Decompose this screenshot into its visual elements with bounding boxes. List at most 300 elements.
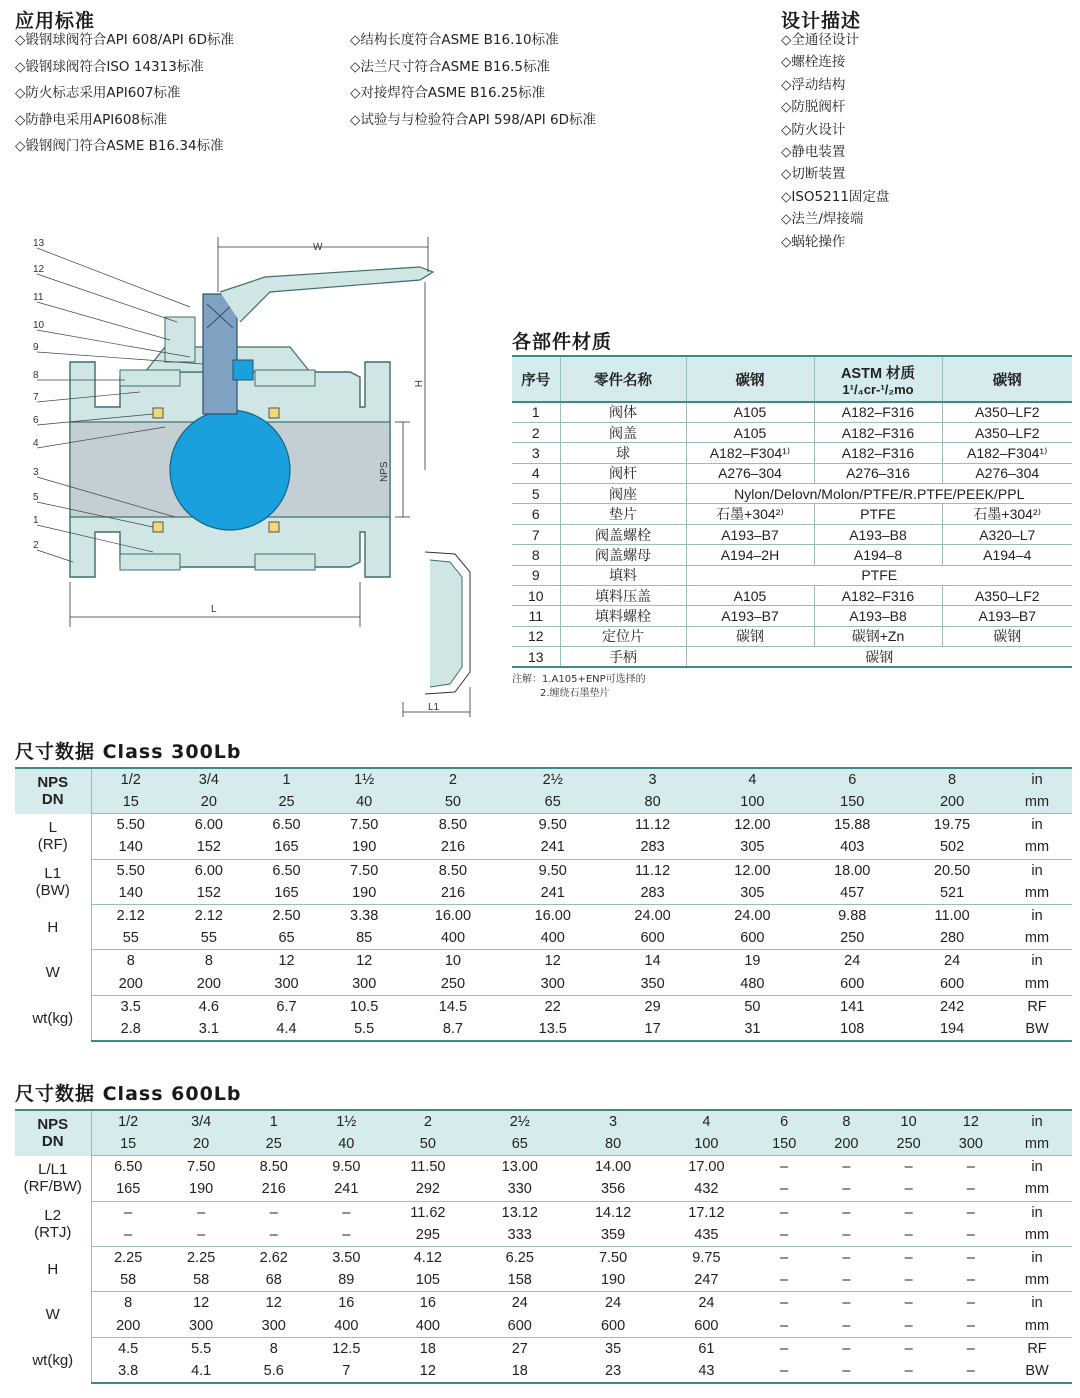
dim-row-label [15,814,91,859]
dim-unit: RF [1027,998,1047,1015]
dim-cell: 300 [237,1315,310,1338]
material-cell-name: 填料螺栓 [560,606,686,626]
dim-cell: 280 [902,927,1002,950]
dim-cell: 14.00 [594,1159,632,1176]
dim-row-label [15,1292,91,1337]
dim-cell: 216 [403,836,503,859]
dim-cell: 292 [383,1178,474,1201]
dim-row [15,836,1072,859]
dim-cell: 5.6 [237,1360,310,1383]
dim-cell: 216 [403,882,503,905]
dim-cell: 200 [902,791,1002,814]
dim-cell: 241 [503,882,603,905]
dim-cell: – [780,1204,789,1221]
dim-cell: 600 [473,1315,566,1338]
dim-cell: 190 [165,1178,238,1201]
dim-label-nps: NPS [379,461,390,482]
dim-row-label-line: wt(kg) [32,1009,74,1027]
dim-cell: – [966,1250,975,1267]
dim-unit: in [1031,817,1043,834]
dim-row-label-line: (BW) [35,881,70,899]
dim-cell: 141 [840,998,865,1015]
material-row [512,443,1072,463]
dim-cell: 2.12 [116,908,145,925]
dim-cell: – [940,1269,1002,1292]
dim-row [15,950,1072,973]
dim-cell: 100 [702,791,802,814]
dim-cell: 600 [603,927,703,950]
dim-cell: 194 [902,1018,1002,1041]
dim-cell: 23 [566,1360,659,1383]
dim-cell: – [780,1295,789,1312]
dim-cell: 12.00 [734,862,771,879]
material-row [512,647,1072,667]
dim-cell: 58 [91,1269,165,1292]
material-cell-c3: A182–F304¹⁾ [942,443,1072,463]
dim-cell: 600 [566,1315,659,1338]
dim-cell: 400 [503,927,603,950]
dim-cell: – [753,1315,815,1338]
dim-cell: 16 [419,1295,436,1312]
dim-cell: 480 [702,973,802,996]
dim-cell: – [124,1204,133,1221]
dim-row [15,927,1072,950]
dim-row-label [15,904,91,949]
dim-cell: 3/4 [165,1110,238,1133]
material-cell-span: Nylon/Delovn/Molon/PTFE/R.PTFE/PEEK/PPL [686,484,1072,504]
material-cell-no: 8 [512,545,560,565]
dim-cell: 165 [248,882,326,905]
material-cell-no: 10 [512,586,560,606]
dim-row-label-line: NPS [37,774,69,792]
material-cell-c2: A193–B8 [814,606,942,626]
dim-cell: 58 [165,1269,238,1292]
dim-cell: 403 [802,836,902,859]
dim-cell: – [878,1360,940,1383]
dim-cell: 9.50 [538,862,567,879]
dim-unit: in [1031,1204,1043,1221]
dim-label-l1: L1 [428,702,440,713]
dim-cell: 200 [91,973,170,996]
standard-item: ◇结构长度符合ASME B16.10标准 [350,32,559,48]
standard-item: ◇试验与与检验符合API 598/API 6D标准 [350,111,596,128]
dim-cell: 2.12 [194,908,223,925]
dim-cell: 200 [170,973,248,996]
dim-unit: mm [1002,1224,1072,1247]
dim-cell: 5.5 [191,1340,212,1357]
dim-cell: 11.12 [634,817,671,834]
dim-unit: mm [1002,927,1072,950]
dim-cell: 1 [248,768,326,791]
dim-cell: 9.50 [332,1159,361,1176]
dim-cell: 2½ [503,768,603,791]
material-cell-c2: A182–F316 [814,422,942,442]
header-carbon-steel: 碳钢 [686,356,814,402]
dim-cell: 295 [383,1224,474,1247]
dim-row-label-line: DN [41,791,64,809]
dim-cell: 100 [660,1133,753,1156]
dim-cell: 6 [802,768,902,791]
material-cell-no: 4 [512,463,560,483]
dim-cell: 12 [265,1295,282,1312]
dim-unit: mm [1002,1315,1072,1338]
material-cell-c2: A182–F316 [814,443,942,463]
dim-cell: 10.5 [350,998,379,1015]
callout-1: 1 [33,515,39,526]
dim-cell: 15 [91,791,170,814]
dim-cell: 13.00 [501,1159,538,1176]
dim-unit: in [1031,1295,1043,1312]
callout-6: 6 [33,415,39,426]
dim-row-label [15,1110,91,1156]
dim-cell: 80 [603,791,703,814]
dim-cell: 283 [603,836,703,859]
material-row [512,504,1072,524]
dim-row-label-line: NPS [37,1116,69,1134]
dim-cell: 18 [473,1360,566,1383]
dim-cell: 65 [248,927,326,950]
note-1: 注解：1.A105+ENP可选择的 [512,674,646,685]
dim-cell: 2.62 [259,1250,288,1267]
dim-cell: 600 [660,1315,753,1338]
dim-cell: 50 [383,1133,474,1156]
dim-row-label [15,1337,91,1383]
dim-cell: 40 [310,1133,383,1156]
dim-row-label [15,1156,91,1201]
dim-cell: – [940,1315,1002,1338]
dim-cell: – [904,1250,913,1267]
dim-cell: 140 [91,882,170,905]
material-cell-c1: A105 [686,422,814,442]
dim-row [15,1269,1072,1292]
header-astm-sub: 1¹/₄cr-¹/₂mo [842,382,914,397]
dim-cell: 5.50 [116,862,145,879]
dim-cell: 8.7 [403,1018,503,1041]
dim-cell: 241 [310,1178,383,1201]
dim-cell: 200 [815,1133,877,1156]
dim-row-label [15,950,91,995]
dim-cell: 305 [702,882,802,905]
dim-cell: – [878,1269,940,1292]
dim-cell: – [780,1250,789,1267]
material-cell-name: 填料压盖 [560,586,686,606]
dim-row-label-line: wt(kg) [32,1351,74,1369]
dim-cell: 24.00 [634,908,671,925]
dim-cell: 1½ [325,768,403,791]
dim-row [15,1337,1072,1360]
material-cell-c3: A350–LF2 [942,422,1072,442]
dim-cell: 13.5 [503,1018,603,1041]
dim-cell: 6.50 [272,862,301,879]
dim-cell: 65 [473,1133,566,1156]
dim-unit: BW [1002,1018,1072,1041]
dim-cell: 152 [170,836,248,859]
dim-cell: 190 [325,882,403,905]
dim-cell: 12 [544,953,561,970]
standard-item: ◇防火标志采用API607标准 [15,85,181,101]
dim-row-label-line: L/L1 [38,1161,68,1179]
dim-cell: – [966,1295,975,1312]
material-row [512,545,1072,565]
dim-cell: 7 [310,1360,383,1383]
dim-cell: 165 [91,1178,165,1201]
dim-row [15,1224,1072,1247]
design-item: ◇防脱阀杆 [781,99,846,116]
dim-cell: 16.00 [534,908,571,925]
dim-cell: 9.88 [838,908,867,925]
dim-cell: 12 [940,1110,1002,1133]
material-cell-c1: A193–B7 [686,606,814,626]
dim-cell: – [815,1269,877,1292]
dim-row [15,904,1072,927]
dim-row-label-line: (RF/BW) [23,1178,82,1196]
dim-unit: mm [1002,791,1072,814]
dim-cell: 8 [815,1110,877,1133]
dim-cell: – [904,1340,913,1357]
dim-row [15,1360,1072,1383]
dim-cell: – [753,1178,815,1201]
dim-cell: 43 [660,1360,753,1383]
dim-cell: 8 [269,1340,278,1357]
dim-unit: in [1002,768,1072,791]
standards-title: 应用标准 [15,10,96,32]
material-cell-name: 阀盖螺栓 [560,524,686,544]
dim-cell: 6.50 [272,817,301,834]
dim-cell: – [940,1360,1002,1383]
dim-cell: 8 [204,953,213,970]
dim-cell: 330 [473,1178,566,1201]
material-cell-c3: A350–LF2 [942,402,1072,422]
header-astm [814,356,942,402]
dim-unit: in [1031,953,1043,970]
dim-row [15,1315,1072,1338]
dim-cell: 457 [802,882,902,905]
design-item: ◇ISO5211固定盘 [781,188,890,205]
dim-row-label-line: L1 [44,864,62,882]
dim-cell: – [753,1269,815,1292]
material-cell-c2: A194–8 [814,545,942,565]
dim-unit: in [1031,1250,1043,1267]
dim-cell: 359 [566,1224,659,1247]
dim-cell: 20 [170,791,248,814]
callout-10: 10 [33,320,45,331]
materials-notes [512,673,646,701]
dim-cell: 250 [403,973,503,996]
header-no: 序号 [512,356,560,402]
material-cell-c3: A350–LF2 [942,586,1072,606]
standard-item: ◇防静电采用API608标准 [15,111,168,128]
dim-cell: 300 [165,1315,238,1338]
dim-row-label-line: (RF) [37,836,68,854]
dim-cell: 190 [325,836,403,859]
dim-row [15,791,1072,814]
dim-cell: 241 [503,836,603,859]
dim-cell: 5.50 [116,817,145,834]
dim-cell: 242 [939,998,965,1015]
dim-cell: 502 [902,836,1002,859]
dim-cell: 40 [325,791,403,814]
dim-cell: 2 [403,768,503,791]
dim-row-label [15,859,91,904]
dim-cell: – [815,1178,877,1201]
design-list [781,29,889,253]
material-row [512,484,1072,504]
dim-cell: 300 [503,973,603,996]
dim-cell: 68 [237,1269,310,1292]
dim-cell: 333 [473,1224,566,1247]
dim-cell: 1/2 [91,1110,165,1133]
dim-row-label-line: W [45,964,60,981]
dim-cell: 5.5 [325,1018,403,1041]
dim-cell: 200 [91,1315,165,1338]
dim-cell: 283 [603,882,703,905]
standard-item: ◇法兰尺寸符合ASME B16.5标准 [350,58,550,75]
dim-cell: 140 [91,836,170,859]
design-item: ◇静电装置 [781,144,846,161]
material-cell-c3: 碳钢 [942,626,1072,646]
dim-row [15,1292,1072,1315]
dim-cell: 3.50 [332,1250,361,1267]
dim-row [15,882,1072,905]
dim-cell: 356 [566,1178,659,1201]
material-cell-c3: A320–L7 [942,524,1072,544]
dim-cell: 19.75 [933,817,971,834]
dim-cell: 3.8 [91,1360,165,1383]
dim-cell: 6.50 [114,1159,143,1176]
dim-unit: mm [1002,1178,1072,1201]
callout-8: 8 [33,370,39,381]
dim-row-label [15,995,91,1041]
callout-5: 5 [33,492,39,503]
dim-row-label-line: H [47,918,59,936]
material-cell-no: 12 [512,626,560,646]
callout-11: 11 [33,292,44,303]
dim-cell: 2 [383,1110,474,1133]
materials-table [512,355,1072,668]
material-cell-name: 填料 [560,565,686,585]
design-item: ◇螺栓连接 [781,54,846,71]
dim-cell: 19 [744,953,761,970]
dim-row-label [15,1201,91,1246]
material-cell-c3: A194–4 [942,545,1072,565]
material-row [512,626,1072,646]
dim-row-label-line: DN [41,1133,64,1151]
dim-cell: 300 [325,973,403,996]
dim-unit: in [1031,908,1043,925]
dim-cell: 150 [802,791,902,814]
dim-cell: 80 [566,1133,659,1156]
dim-cell: 16.00 [434,908,472,925]
dim-cell: 15.88 [834,817,871,834]
dim-cell: 4 [702,768,802,791]
dim-cell: 12.00 [734,817,771,834]
dim-row [15,1201,1072,1224]
dim-cell: 31 [702,1018,802,1041]
material-cell-c2: A193–B8 [814,524,942,544]
dim-cell: – [966,1340,975,1357]
dim-cell: – [91,1224,165,1247]
dim-cell: 14.12 [594,1204,632,1221]
material-row [512,402,1072,422]
callout-9: 9 [33,342,39,353]
dim-cell: 400 [383,1315,474,1338]
dim-cell: 25 [248,791,326,814]
dim-cell: – [753,1224,815,1247]
dim-cell: – [940,1224,1002,1247]
dim-cell: 2.8 [91,1018,170,1041]
dim-cell: – [842,1295,851,1312]
dim-cell: 3.1 [170,1018,248,1041]
material-cell-name: 垫片 [560,504,686,524]
dim-row [15,1246,1072,1269]
material-row [512,524,1072,544]
dim-row-label [15,1246,91,1291]
dim-cell: 7.50 [350,862,379,879]
dim-cell: 1 [237,1110,310,1133]
dim-cell: 20 [165,1133,238,1156]
dim-cell: 13.12 [501,1204,538,1221]
dim-cell: 4.4 [248,1018,326,1041]
dim-cell: 6.00 [194,817,223,834]
dim-cell: 12.5 [332,1340,361,1357]
dim-cell: 7.50 [350,817,379,834]
materials-title: 各部件材质 [512,331,613,353]
dim-cell: 10 [444,953,461,970]
material-cell-c2: 碳钢+Zn [814,626,942,646]
dim-cell: 3 [566,1110,659,1133]
dim-cell: 3.5 [120,998,141,1015]
design-item: ◇法兰/焊接端 [781,211,864,228]
dim-cell: 4.6 [198,998,219,1015]
dim-row-label-line: L [48,819,57,837]
dim-cell: 12 [356,953,373,970]
material-cell-name: 阀杆 [560,463,686,483]
dim-cell: 150 [753,1133,815,1156]
dim-cell: 24 [844,953,861,970]
dim-cell: – [815,1224,877,1247]
standards-list-right [350,27,596,133]
dim-cell: 300 [940,1133,1002,1156]
dim-row [15,1133,1072,1156]
dim-cell: 17 [603,1018,703,1041]
dim-cell: – [878,1178,940,1201]
dim-cell: 305 [702,836,802,859]
dim-cell: 8.50 [438,862,468,879]
material-cell-c3: 石墨+304²⁾ [942,504,1072,524]
dim-cell: – [904,1159,913,1176]
dim-cell: 15 [91,1133,165,1156]
dim-cell: 400 [403,927,503,950]
dim-cell: 108 [802,1018,902,1041]
material-cell-name: 球 [560,443,686,463]
dim-cell: 24 [944,953,961,970]
dim-cell: – [269,1204,278,1221]
material-cell-no: 3 [512,443,560,463]
header-astm-label: ASTM 材质 [840,366,916,382]
dim-row [15,859,1072,882]
dim-unit: in [1031,862,1043,879]
material-cell-c1: A105 [686,586,814,606]
dim-cell: 16 [338,1295,355,1312]
design-item: ◇防火设计 [781,121,846,138]
dim-row [15,1178,1072,1201]
dim-row [15,768,1072,791]
callout-12: 12 [33,264,45,275]
dim-cell: – [815,1315,877,1338]
dim-cell: 247 [660,1269,753,1292]
dim-cell: 85 [325,927,403,950]
material-cell-no: 6 [512,504,560,524]
